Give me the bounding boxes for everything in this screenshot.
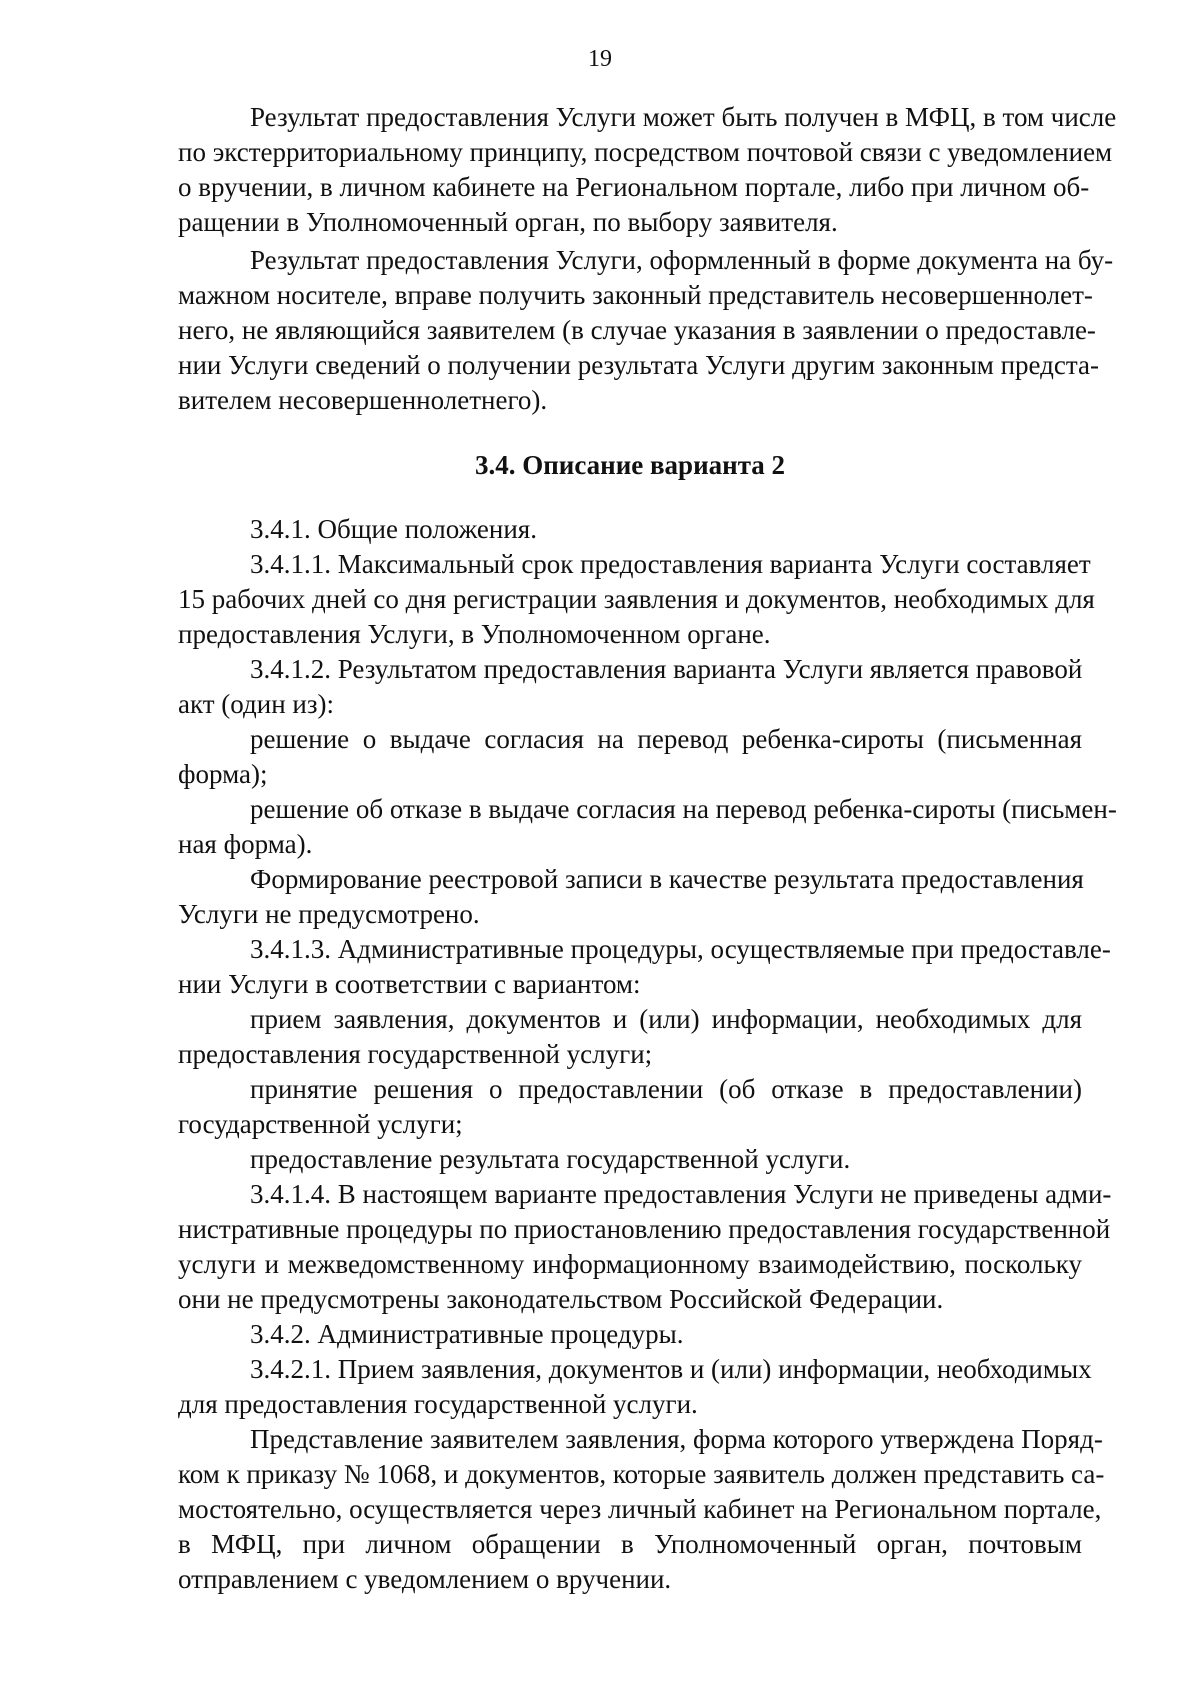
text-line: в МФЦ, при личном обращении в Уполномоченный орган, почтовым [178,1529,1082,1559]
text-line: 3.4.1. Общие положения. [250,514,537,544]
section-intro [178,100,1117,418]
text-line: Формирование реестровой записи в качестве результата предоставления [250,864,1084,894]
text-line: 3.4.2.1. Прием заявления, документов и (или) информации, необходимых [250,1354,1092,1384]
text-line: государственной услуги; [178,1109,463,1139]
paragraph [178,547,1095,652]
text-line: решение о выдаче согласия на перевод ребенка-сироты (письменная [250,724,1082,754]
text-line: принятие решения о предоставлении (об отказе в предоставлении) [250,1074,1082,1104]
paragraph [178,1142,1082,1177]
text-line: ком к приказу № 1068, и документов, которые заявитель должен представить са- [178,1459,1105,1489]
text-line: 3.4.1.2. Результатом предоставления варианта Услуги является правовой [250,654,1083,684]
text-line: 3.4.1.3. Административные процедуры, осуществляемые при предоставле- [250,934,1111,964]
paragraph [178,792,1117,862]
text-line: нии Услуги сведений о получении результата Услуги другим законным предста- [178,350,1099,380]
text-line: Результат предоставления Услуги может быть получен в МФЦ, в том числе [250,102,1117,132]
paragraph [178,1072,1082,1142]
section-body [178,512,1117,1597]
text-line: решение об отказе в выдаче согласия на перевод ребенка-сироты (письмен- [250,794,1117,824]
paragraph [178,862,1082,932]
text-line: акт (один из): [178,689,335,719]
document-body [178,100,1117,1597]
paragraph [178,652,1082,722]
text-line: 15 рабочих дней со дня регистрации заявления и документов, необходимых для [178,584,1095,614]
paragraph [178,1422,1105,1597]
paragraph [178,1002,1082,1072]
text-line: 3.4.1.1. Максимальный срок предоставления варианта Услуги составляет [250,549,1091,579]
text-line: мажном носителе, вправе получить законный представитель несовершеннолет- [178,280,1093,310]
paragraph [178,722,1082,792]
paragraph [178,100,1117,240]
paragraph [178,512,1082,547]
text-line: Результат предоставления Услуги, оформленный в форме документа на бу- [250,245,1114,275]
paragraph [178,932,1111,1002]
text-line: вителем несовершеннолетнего). [178,385,548,415]
text-line: него, не являющийся заявителем (в случае указания в заявлении о предоставле- [178,315,1096,345]
paragraph [178,1177,1112,1317]
text-line: предоставления государственной услуги; [178,1039,653,1069]
text-line: форма); [178,759,268,789]
text-line: для предоставления государственной услуги. [178,1389,698,1419]
text-line: 3.4.2. Административные процедуры. [250,1319,684,1349]
text-line: ращении в Уполномоченный орган, по выбору заявителя. [178,207,838,237]
text-line: мостоятельно, осуществляется через личный кабинет на Региональном портале, [178,1494,1102,1524]
paragraph [178,243,1114,418]
text-line: предоставления Услуги, в Уполномоченном органе. [178,619,771,649]
text-line: прием заявления, документов и (или) информации, необходимых для [250,1004,1082,1034]
text-line: они не предусмотрены законодательством Российской Федерации. [178,1284,944,1314]
text-line: отправлением с уведомлением о вручении. [178,1564,672,1594]
text-line: по экстерриториальному принципу, посредством почтовой связи с уведомлением [178,137,1113,167]
text-line: о вручении, в личном кабинете на Региональном портале, либо при личном об- [178,172,1090,202]
text-line: ная форма). [178,829,313,859]
text-line: 3.4.1.4. В настоящем варианте предоставления Услуги не приведены адми- [250,1179,1112,1209]
text-line: предоставление результата государственной услуги. [250,1144,851,1174]
page-number: 19 [588,46,612,72]
text-line: нистративные процедуры по приостановлению предоставления государственной [178,1214,1111,1244]
paragraph [178,1317,1082,1352]
text-line: услуги и межведомственному информационному взаимодействию, поскольку [178,1249,1082,1279]
text-line: нии Услуги в соответствии с вариантом: [178,969,641,999]
text-line: Представление заявителем заявления, форма которого утверждена Поряд- [250,1424,1103,1454]
text-line: Услуги не предусмотрено. [178,899,480,929]
paragraph [178,1352,1092,1422]
section-heading: 3.4. Описание варианта 2 [474,450,786,480]
